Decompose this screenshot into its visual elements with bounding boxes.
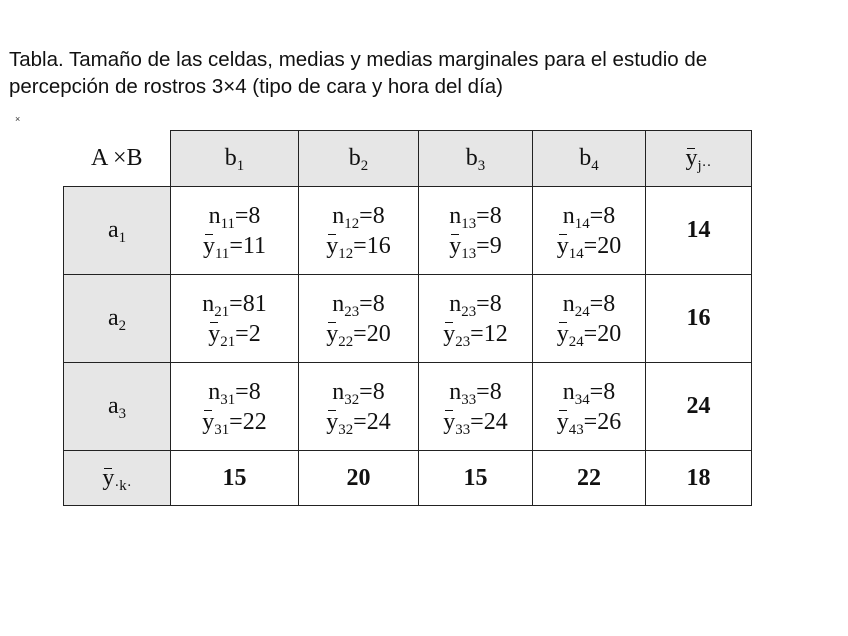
cell-mean: $y_{21}=2$ bbox=[208, 320, 261, 350]
cell-a1-b2 bbox=[299, 187, 419, 275]
column-marginal-header: $y_{\cdot k\cdot}$ bbox=[64, 451, 171, 506]
column-marginal-b1: 15 bbox=[171, 451, 299, 506]
cell-a1-b1 bbox=[171, 187, 299, 275]
cell-mean: $y_{43}=26$ bbox=[556, 408, 622, 438]
cell-n: $n_{21}=81$ bbox=[202, 290, 267, 320]
cell-mean: $y_{23}=12$ bbox=[443, 320, 508, 350]
cell-mean: $y_{13}=9$ bbox=[449, 232, 502, 262]
caption-line-2: percepción de rostros 3×4 (tipo de cara y hora del día) bbox=[9, 75, 503, 98]
cell-mean: $y_{24}=20$ bbox=[556, 320, 622, 350]
factor-label-cell bbox=[64, 131, 171, 187]
cell-n: $n_{23}=8$ bbox=[332, 290, 385, 320]
cell-mean: $y_{14}=20$ bbox=[556, 232, 622, 262]
row-marginal-a1: 14 bbox=[646, 187, 752, 275]
table-row-a2 bbox=[64, 275, 752, 363]
column-header-b1: $b_1$ bbox=[171, 131, 299, 187]
cell-mean: $y_{11}=11$ bbox=[203, 232, 266, 262]
cell-a2-b4 bbox=[533, 275, 646, 363]
cell-n: $n_{24}=8$ bbox=[562, 290, 616, 320]
cell-n: $n_{31}=8$ bbox=[208, 378, 261, 408]
cell-n: $n_{13}=8$ bbox=[449, 202, 502, 232]
column-marginal-b2: 20 bbox=[299, 451, 419, 506]
cell-mean: $y_{12}=16$ bbox=[326, 232, 391, 262]
cell-n: $n_{12}=8$ bbox=[332, 202, 385, 232]
row-marginal-header: $y_{j\cdot\cdot}$ bbox=[646, 131, 752, 187]
factor-label: A ×B bbox=[90, 144, 143, 171]
column-marginal-b3: 15 bbox=[419, 451, 533, 506]
cell-a3-b2 bbox=[299, 363, 419, 451]
cell-mean: $y_{31}=22$ bbox=[202, 408, 267, 438]
cell-a1-b4 bbox=[533, 187, 646, 275]
corner-mark: × bbox=[15, 114, 21, 124]
cell-mean: $y_{33}=24$ bbox=[443, 408, 508, 438]
column-header-b3: $b_3$ bbox=[419, 131, 533, 187]
row-header-a2: $a_2$ bbox=[64, 275, 171, 363]
row-marginal-a3: 24 bbox=[646, 363, 752, 451]
means-table bbox=[63, 130, 752, 506]
cell-n: $n_{14}=8$ bbox=[562, 202, 616, 232]
row-marginal-a2: 16 bbox=[646, 275, 752, 363]
grand-mean: 18 bbox=[646, 451, 752, 506]
cell-a3-b1 bbox=[171, 363, 299, 451]
row-header-a3: $a_3$ bbox=[64, 363, 171, 451]
cell-mean: $y_{32}=24$ bbox=[326, 408, 391, 438]
column-header-b2: $b_2$ bbox=[299, 131, 419, 187]
cell-n: $n_{33}=8$ bbox=[449, 378, 502, 408]
cell-a2-b3 bbox=[419, 275, 533, 363]
cell-a3-b4 bbox=[533, 363, 646, 451]
column-marginal-b4: 22 bbox=[533, 451, 646, 506]
cell-mean: $y_{22}=20$ bbox=[326, 320, 391, 350]
row-header-a1: $a_1$ bbox=[64, 187, 171, 275]
cell-a3-b3 bbox=[419, 363, 533, 451]
cell-n: $n_{34}=8$ bbox=[562, 378, 616, 408]
cell-a2-b2 bbox=[299, 275, 419, 363]
table-row-a3 bbox=[64, 363, 752, 451]
table-row-a1 bbox=[64, 187, 752, 275]
column-header-b4: $b_4$ bbox=[533, 131, 646, 187]
cell-n: $n_{32}=8$ bbox=[332, 378, 385, 408]
cell-a1-b3 bbox=[419, 187, 533, 275]
header-row bbox=[64, 131, 752, 187]
caption-line-1: Tabla. Tamaño de las celdas, medias y medias marginales para el estudio de bbox=[9, 48, 708, 71]
column-marginal-row bbox=[64, 451, 752, 506]
cell-a2-b1 bbox=[171, 275, 299, 363]
cell-n: $n_{23}=8$ bbox=[449, 290, 502, 320]
cell-n: $n_{11}=8$ bbox=[208, 202, 261, 232]
table-caption bbox=[9, 46, 839, 100]
